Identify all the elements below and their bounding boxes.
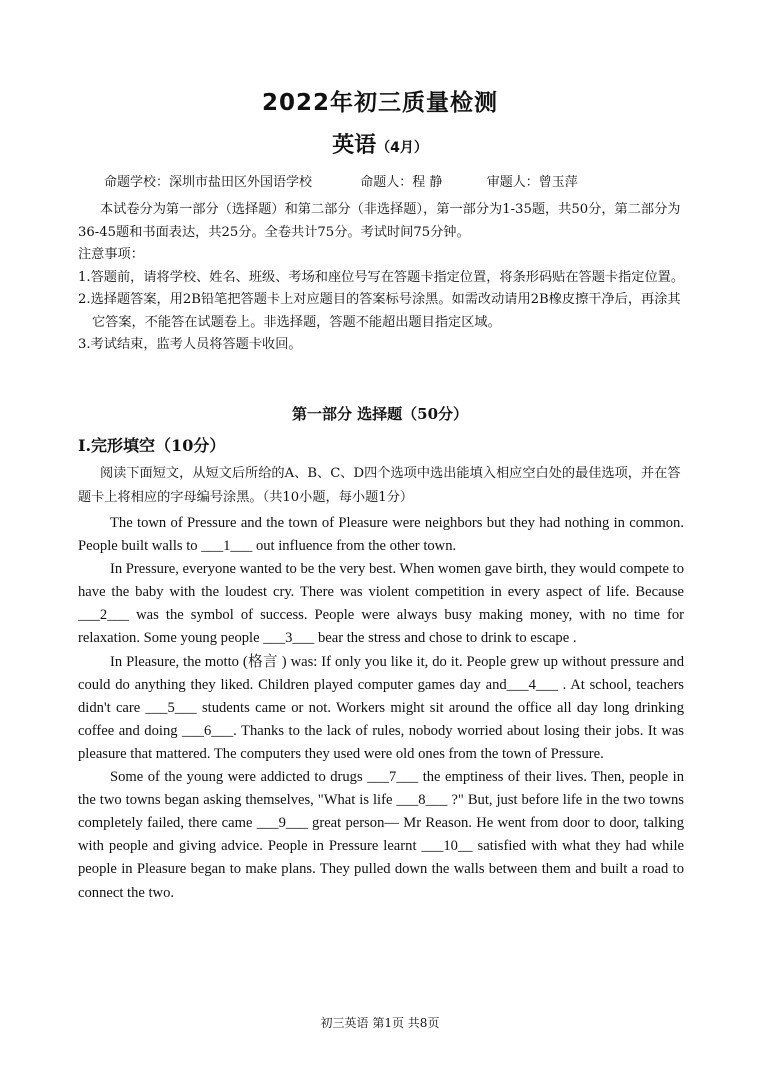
cloze-passage <box>78 512 684 905</box>
notice-item: 3.考试结束，监考人员将答题卡收回。 <box>78 337 302 352</box>
setter-school: 命题学校：深圳市盐田区外国语学校 <box>104 175 313 190</box>
subject-name: 英语 <box>332 133 377 158</box>
reviewer: 审题人：曾玉萍 <box>486 175 578 190</box>
notice-item: 1.答题前，请将学校、姓名、班级、考场和座位号写在答题卡指定位置，将条形码贴在答题卡指定位置。 <box>78 269 685 285</box>
section-title: 第一部分 选择题（50分） <box>291 405 469 423</box>
passage-paragraph: In Pleasure, the motto (格言 ) was: If only you like it, do it. People grew up without pressure and could do anything they liked. Children played computer games day and___4___ . At school, teachers didn't care ___5___ students came or not. Workers might sit around the office all day long drinking coffee and doing ___6___. Thanks to the lack of rules, nobody worried about losing their jobs. It was pleasure that mattered. The computers they used were old ones from the town of Pressure. <box>78 653 684 762</box>
question-setter: 命题人：程 静 <box>360 175 443 190</box>
page-footer: 初三英语 第1页 共8页 <box>320 1016 440 1030</box>
passage-paragraph: In Pressure, everyone wanted to be the very best. When women gave birth, they would compete to have the baby with the loudest cry. There was violent competition in every aspect of life. Because ___2___ was the symbol of success. People were always busy making money, with no time for relaxation. Some young people ___3___ bear the stress and chose to drink to escape . <box>78 561 684 647</box>
exam-meta <box>104 171 704 190</box>
notice-label: 注意事项： <box>78 247 144 262</box>
subject-title <box>0 128 760 159</box>
cloze-instruction-text: 阅读下面短文，从短文后所给的A、B、C、D四个选项中选出能填入相应空白处的最佳选项，并在答题卡上将相应的字母编号涂黑。（共10小题，每小题1分） <box>78 466 681 505</box>
exam-title: 2022年初三质量检测 <box>261 90 498 116</box>
notice-item: 2.选择题答案，用2B铅笔把答题卡上对应题目的答案标号涂黑。如需改动请用2B橡皮擦干净后，再涂其它答案，不能答在试题卷上。非选择题，答题不能超出题目指定区域。 <box>78 292 681 330</box>
exam-overview: 本试卷分为第一部分（选择题）和第二部分（非选择题），第一部分为1-35题，共50分，第二部分为36-45题和书面表达，共25分。全卷共计75分。考试时间75分钟。 <box>78 202 681 240</box>
exam-month: （4月） <box>376 140 428 156</box>
cloze-instruction <box>78 462 684 510</box>
part-title: I.完形填空（10分） <box>78 436 226 455</box>
passage-paragraph: The town of Pressure and the town of Pleasure were neighbors but they had nothing in common. People built walls to ___1___ out influence from the other town. <box>78 515 684 555</box>
exam-instructions <box>78 199 688 357</box>
passage-paragraph: Some of the young were addicted to drugs ___7___ the emptiness of their lives. Then, people in the two towns began asking themselves, "What is life ___8___ ?" But, just before life in the two towns completely failed, there came ___9___ great person— Mr Reason. He went from door to door, talking with people and giving advice. People in Pressure learnt ___10__ satisfied with what they had while people in Pleasure began to make plans. They pulled down the walls between them and built a road to connect the two. <box>78 769 684 901</box>
